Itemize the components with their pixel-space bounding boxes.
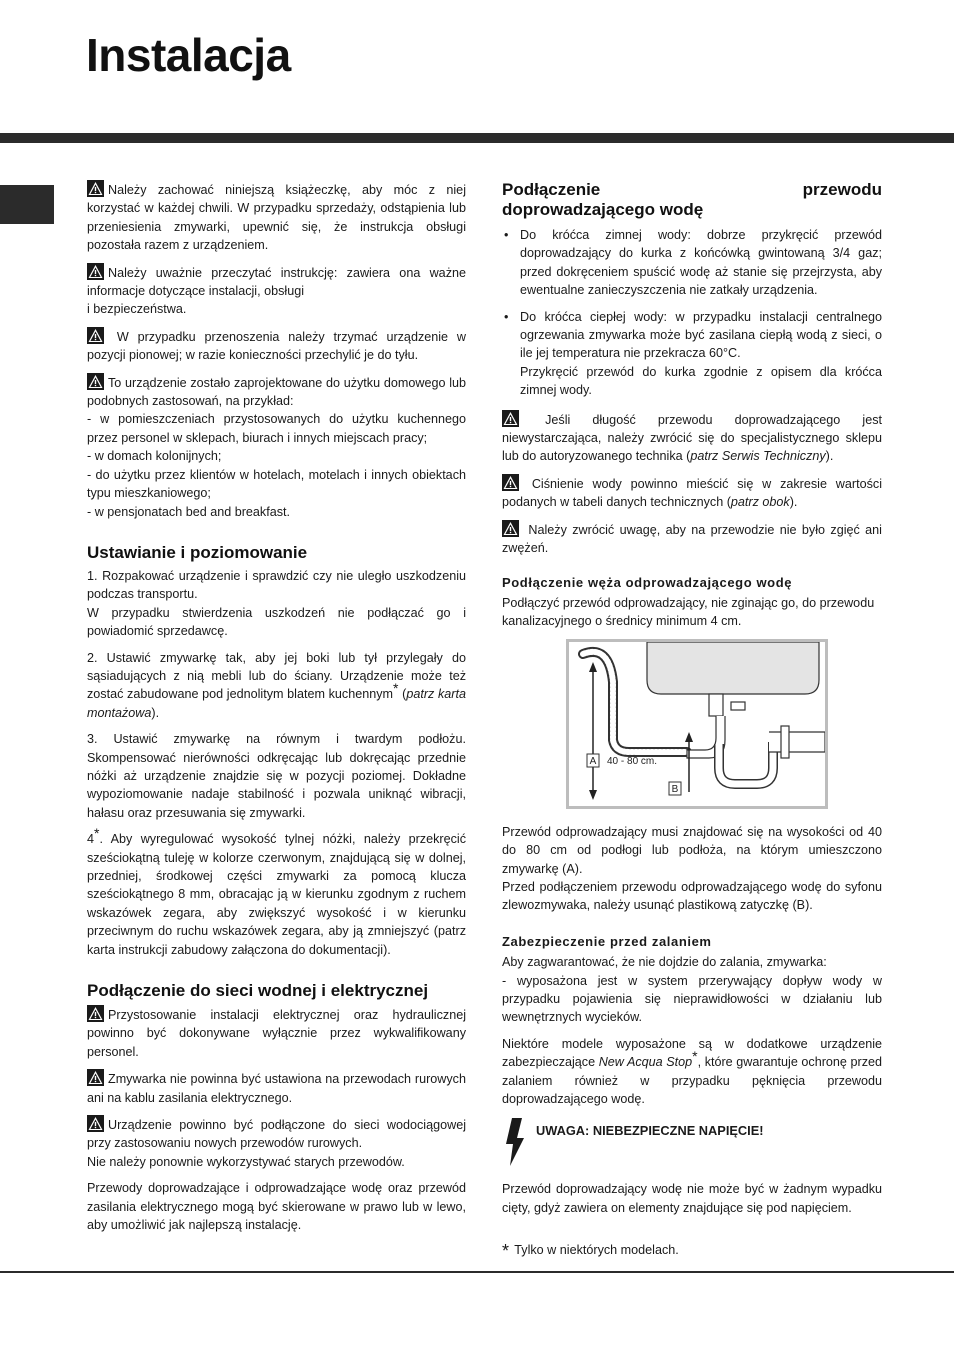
warning-icon bbox=[87, 1115, 104, 1132]
text: , które gwarantuje ochronę przed zalaniem również w przypadku pęknięcia przewodu doprowadzającego wodę. bbox=[502, 1055, 882, 1106]
paragraph: Przewód odprowadzający musi znajdować się na wysokości od 40 do 80 cm od podłogi lub podłoża, na którym umieszczono zmywarkę (A). bbox=[502, 824, 882, 876]
warning-icon bbox=[87, 1069, 104, 1086]
warning-text: W przypadku przenoszenia należy trzymać urządzenie w pozycji pionowej; w razie konieczności przechylić je do tyłu. bbox=[87, 329, 466, 363]
warning-text: Przystosowanie instalacji elektrycznej oraz hydraulicznej powinno być dokonywane wyłącznie przez wykwalifikowany personel. bbox=[87, 1008, 466, 1059]
paragraph-step-3: 3. Ustawić zmywarkę na równym i twardym podłożu. Skompensować nierówności odkręcając lub dokręcając przednie nóżki aż urządzenie znajdzie się w pozycji poziomej. Dokładne wypoziomowanie nadaje stabilność i pozwala uniknąć wibracji, hałasu oraz przesuwania się zmywarki. bbox=[87, 732, 466, 820]
warning-hose-length bbox=[502, 410, 882, 466]
asterisk: * bbox=[393, 680, 399, 697]
paragraph: Przewody doprowadzające i odprowadzające wodę oraz przewód zasilania elektrycznego mogą być skierowane w prawo lub w lewo, aby umożliwić jak najlepszą instalację. bbox=[87, 1181, 466, 1233]
list-item: • Do króćca zimnej wody: dobrze przykręcić przewód doprowadzający do kurka z końcówką gwintowaną 3/4 gaz; przed dokręceniem spuścić wodę aż stanie się przejrzysta, aby ewentualne zanieczyszczenia nie zatkały urządzenia. bbox=[502, 226, 882, 300]
asterisk: * bbox=[692, 1048, 698, 1064]
warning-text: To urządzenie zostało zaprojektowane do użytku domowego lub podobnych zastosowań, na przykład: bbox=[87, 375, 466, 409]
drain-hose-diagram bbox=[566, 639, 828, 809]
text: ). bbox=[151, 705, 160, 720]
text: . Aby wyregulować wysokość tylnej nóżki, należy przekręcić sześciokątną tuleję w kolorze czerwonym, znajdującą się w dolnej, przedniej, środkowej części zmywarki za pomocą klucza sześciokątnego 8 mm, obracając ją w kierunku zgodnym z ruchem wskazówek zegara, aby zwiększyć wysokość i w kierunku przeciwnym do ruchu wskazówek zegara, aby ją zmniejszyć (patrz karta instrukcji zabudowy załączona do dokumentacji). bbox=[87, 832, 466, 957]
paragraph bbox=[502, 1035, 882, 1109]
paragraph: W przypadku stwierdzenia uszkodzeń nie podłączać go i powiadomić sprzedawcę. bbox=[87, 605, 466, 639]
subheading-flood-protection: Zabezpieczenie przed zalaniem bbox=[502, 933, 712, 949]
warning-kinks bbox=[502, 520, 882, 558]
text: Do króćca ciepłej wody: w przypadku instalacji centralnego ogrzewania zmywarka może być zasilana ciepłą wodą z sieci, o ile jej temperatura nie przekracza 60°C. bbox=[520, 309, 882, 361]
heading-line: doprowadzającego wodę bbox=[502, 200, 704, 219]
language-tab bbox=[0, 185, 54, 224]
paragraph: - wyposażona jest w system przerywający dopływ wody w przypadku pojawienia się nieprawidłowości w działaniu lub wewnętrznych wycieków. bbox=[502, 973, 882, 1025]
paragraph: Przed podłączeniem przewodu odprowadzającego wodę do syfonu zlewozmywaka, należy usunąć plastikową zatyczkę (B). bbox=[502, 879, 882, 913]
warning-domestic-use bbox=[87, 373, 466, 521]
asterisk: * bbox=[502, 1241, 510, 1262]
reference-text: patrz Serwis Techniczny bbox=[690, 449, 826, 464]
section-heading-water-supply bbox=[502, 180, 882, 220]
warning-text: Zmywarka nie powinna być ustawiona na przewodach rurowych ani na kablu zasilania elektrycznego. bbox=[87, 1072, 466, 1105]
danger-voltage-notice bbox=[502, 1118, 882, 1166]
warning-new-pipes bbox=[87, 1115, 466, 1171]
warning-icon bbox=[87, 180, 104, 197]
product-name: New Acqua Stop bbox=[598, 1055, 693, 1070]
warning-icon bbox=[87, 1005, 104, 1022]
warning-icon bbox=[502, 410, 519, 427]
list-item bbox=[502, 308, 882, 400]
text: Ciśnienie wody powinno mieścić się w zakresie wartości podanych w tabeli danych technicznych ( bbox=[502, 476, 882, 510]
warning-placement bbox=[87, 1069, 466, 1107]
text: Przykręcić przewód do kurka zgodnie z opisem dla króćca zimnej wody. bbox=[520, 364, 882, 398]
text: Należy zwrócić uwagę, aby na przewodzie nie było zgięć ani zwężeń. bbox=[502, 522, 882, 556]
reference-text: patrz karta montażowa bbox=[87, 687, 466, 720]
warning-text: Urządzenie powinno być podłączone do sieci wodociągowej przy zastosowaniu nowych przewodów rurowych. bbox=[87, 1118, 466, 1151]
text: ). bbox=[789, 495, 798, 510]
text: Jeśli długość przewodu doprowadzającego jest niewystarczająca, należy zwrócić się do specjalistycznego sklepu lub do autoryzowanego technika ( bbox=[502, 412, 882, 464]
page-title: Instalacja bbox=[86, 29, 291, 81]
footnote-text: Tylko w niektórych modelach. bbox=[511, 1243, 679, 1258]
list-item: - w pensjonatach bed and breakfast. bbox=[87, 504, 291, 519]
warning-icon bbox=[87, 263, 104, 280]
list-item: - w domach kolonijnych; bbox=[87, 449, 222, 464]
paragraph-step-2 bbox=[87, 649, 466, 723]
text: 2. Ustawić zmywarkę tak, aby jej boki lub tył przylegały do sąsiadujących z nią mebli lub do ściany. Urządzenie może też zostać zabudowane pod jednolitym blatem kuchennym bbox=[87, 650, 466, 702]
step-number: 4 bbox=[87, 832, 95, 847]
asterisk: * bbox=[94, 825, 100, 841]
reference-text: patrz obok bbox=[730, 495, 790, 510]
text: ( bbox=[398, 687, 407, 702]
paragraph: Podłączyć przewód odprowadzający, nie zginając go, do przewodu kanalizacyjnego o średnicy minimum 4 cm. bbox=[502, 595, 875, 629]
paragraph: Aby zagwarantować, że nie dojdzie do zalania, zmywarka: bbox=[502, 955, 827, 970]
section-heading-leveling: Ustawianie i poziomowanie bbox=[87, 542, 308, 562]
drain-diagram-svg bbox=[569, 642, 825, 806]
heading-word: Podłączenie bbox=[502, 180, 601, 199]
warning-read-manual bbox=[87, 263, 466, 319]
warning-pressure bbox=[502, 474, 882, 512]
supply-list bbox=[502, 226, 882, 400]
warning-icon bbox=[502, 520, 519, 537]
left-column bbox=[87, 180, 466, 1243]
warning-icon bbox=[87, 373, 104, 390]
text: ). bbox=[825, 449, 834, 464]
danger-label: UWAGA: NIEBEZPIECZNE NAPIĘCIE! bbox=[536, 1123, 764, 1139]
warning-keep-manual bbox=[87, 180, 466, 255]
footer-rule bbox=[0, 1271, 954, 1273]
warning-text-line: Nie należy ponownie wykorzystywać starych przewodów. bbox=[87, 1154, 405, 1169]
heading-word: przewodu bbox=[802, 180, 882, 199]
subheading-drain: Podłączenie węża odprowadzającego wodę bbox=[502, 574, 793, 590]
warning-text: Należy zachować niniejszą książeczkę, aby móc z niej korzystać w każdej chwili. W przypadku sprzedaży, odstąpienia lub przeniesienia zmywarki, upewnić się, że instrukcja obsługi pozostała razem z urządzeniem. bbox=[87, 183, 466, 253]
warning-text: Należy uważnie przeczytać instrukcję: zawiera ona ważne informacje dotyczące instalacji, obsługi bbox=[87, 265, 466, 299]
paragraph: 1. Rozpakować urządzenie i sprawdzić czy nie uległo uszkodzeniu podczas transportu. bbox=[87, 568, 466, 602]
lightning-bolt-icon bbox=[502, 1118, 530, 1166]
warning-text-line: i bezpieczeństwa. bbox=[87, 302, 187, 317]
text: Niektóre modele wyposażone są w dodatkowe urządzenie zabezpieczające bbox=[502, 1036, 882, 1070]
diagram-label-b: B bbox=[671, 783, 679, 795]
paragraph: Przewód doprowadzający wodę nie może być w żadnym wypadku cięty, gdyż zawiera on elementy znajdujące się pod napięciem. bbox=[502, 1182, 882, 1215]
right-column bbox=[502, 180, 882, 1261]
warning-transport bbox=[87, 327, 466, 365]
diagram-label-a: A bbox=[589, 755, 597, 767]
warning-icon bbox=[502, 474, 519, 491]
diagram-range-label: 40 - 80 cm. bbox=[607, 755, 658, 767]
footnote bbox=[502, 1241, 882, 1260]
warning-icon bbox=[87, 327, 104, 344]
warning-qualified-staff bbox=[87, 1005, 466, 1061]
header-rule bbox=[0, 133, 954, 143]
list-item: - w pomieszczeniach przystosowanych do użytku kuchennego przez personel w sklepach, biurach i innych miejscach pracy; bbox=[87, 412, 466, 445]
paragraph-step-4 bbox=[87, 825, 466, 959]
list-item: - do użytku przez klientów w hotelach, motelach i innych obiektach typu mieszkaniowego; bbox=[87, 467, 466, 501]
section-heading-connection: Podłączenie do sieci wodnej i elektrycznej bbox=[87, 981, 429, 1001]
